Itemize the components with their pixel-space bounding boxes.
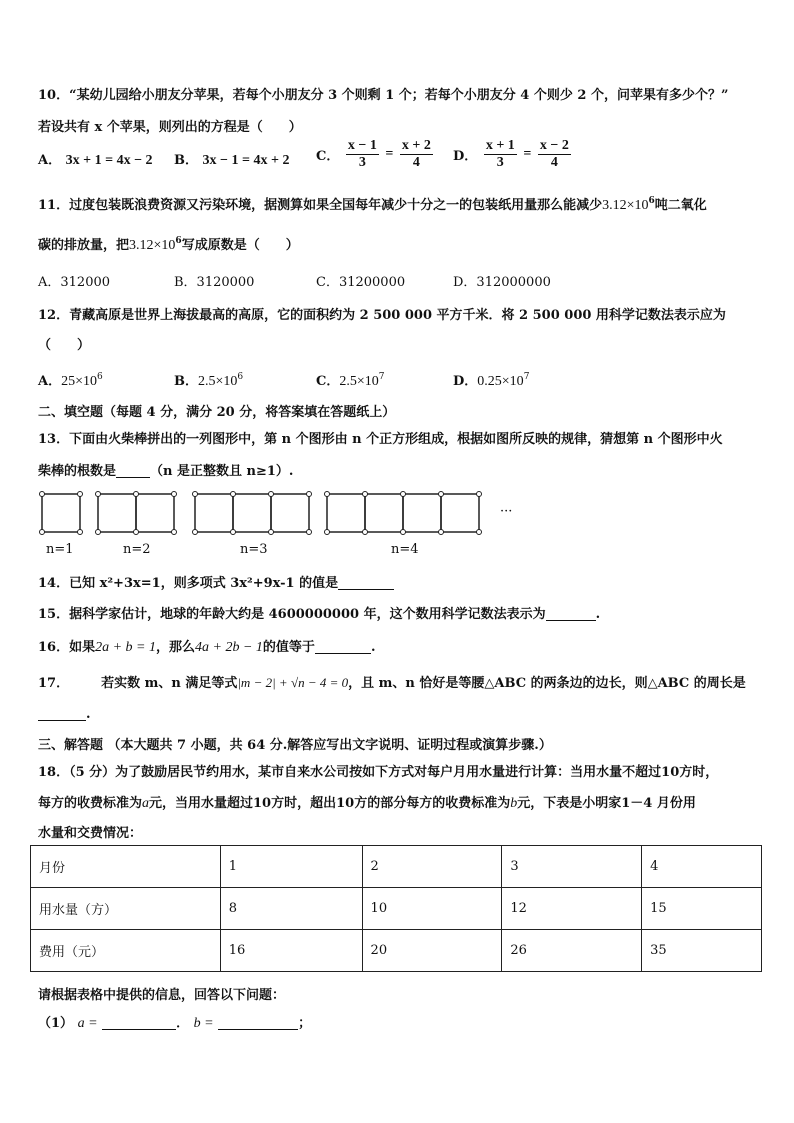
figure-label-n3: n=3 bbox=[240, 542, 268, 557]
text: 写成原数是（ ） bbox=[181, 238, 299, 253]
q13-line1: 13．下面由火柴棒拼出的一列图形中，第 n 个图形由 n 个正方形组成，根据如图所反映的规律，猜想第 n 个图形中火 bbox=[38, 432, 723, 447]
math: |m − 2| + √n − 4 = 0 bbox=[237, 675, 349, 690]
text: 吨二氧化 bbox=[654, 198, 707, 213]
math: 2a + b = 1 bbox=[95, 640, 156, 655]
square-n3-3 bbox=[271, 494, 309, 532]
q11-option-c: C．31200000 bbox=[316, 275, 406, 290]
q10-option-a bbox=[38, 149, 153, 169]
table-cell: 16 bbox=[220, 930, 362, 972]
square-n3-1 bbox=[195, 494, 233, 532]
q10-line1: 10．“某幼儿园给小朋友分苹果，若每个小朋友分 3 个则剩 1 个；若每个小朋友分 4 个则少 2 个，问苹果有多少个？” bbox=[38, 88, 729, 103]
q12-option-c bbox=[316, 370, 385, 390]
q12-option-a bbox=[38, 370, 103, 390]
square-n2-1 bbox=[98, 494, 136, 532]
square-n3-2 bbox=[233, 494, 271, 532]
text: 15．据科学家估计，地球的年龄大约是 4600000000 年，这个数用科学记数法表示为 bbox=[38, 607, 546, 622]
figure-label-n2: n=2 bbox=[123, 542, 151, 557]
q11-option-a: A．312000 bbox=[38, 275, 111, 290]
exponent: 6 bbox=[175, 236, 182, 246]
text: . bbox=[370, 640, 376, 655]
table-cell: 3 bbox=[502, 846, 642, 888]
square-n4-3 bbox=[403, 494, 441, 532]
table-cell: 12 bbox=[502, 888, 642, 930]
table-cell: 4 bbox=[642, 846, 762, 888]
table-header-cell: 月份 bbox=[31, 846, 221, 888]
square-n1 bbox=[42, 494, 80, 532]
square-n4-4 bbox=[441, 494, 479, 532]
exponent: 6 bbox=[97, 372, 103, 382]
table-cell: 35 bbox=[642, 930, 762, 972]
q17-line2 bbox=[38, 706, 91, 722]
option-label: C． bbox=[316, 374, 340, 389]
q11-line1 bbox=[38, 194, 707, 214]
q13-line2 bbox=[38, 460, 293, 479]
answer-blank bbox=[102, 1015, 176, 1030]
q12-option-b bbox=[174, 370, 243, 390]
answer-blank bbox=[218, 1015, 298, 1030]
q18-line1: 18．（5 分）为了鼓励居民节约用水，某市自来水公司按如下方式对每户月用水量进行计算：当用水量不超过10方时， bbox=[38, 765, 719, 780]
section-3-heading: 三、解答题 （本大题共 7 小题，共 64 分.解答应写出文字说明、证明过程或演算步骤.） bbox=[38, 738, 552, 753]
math: 3.12×10 bbox=[129, 238, 176, 253]
exponent: 7 bbox=[523, 372, 530, 382]
equals-sign: = bbox=[385, 146, 394, 162]
q10-option-d bbox=[453, 138, 573, 171]
numerator: x + 1 bbox=[485, 138, 515, 153]
math-var: b bbox=[510, 796, 518, 811]
text: 11．过度包装既浪费资源又污染环境，据测算如果全国每年减少十分之一的包装纸用量那么能减少 bbox=[38, 198, 603, 213]
text: 元，下表是小明家1－4 月份用 bbox=[517, 796, 696, 811]
denominator: 3 bbox=[496, 155, 504, 170]
q18-line3: 水量和交费情况： bbox=[38, 826, 143, 841]
sub-question-label: （1） bbox=[38, 1016, 74, 1031]
math: b = bbox=[193, 1016, 214, 1031]
fraction bbox=[484, 138, 517, 171]
text: ，那么 bbox=[156, 640, 196, 655]
numerator: x − 1 bbox=[347, 138, 377, 153]
section-2-heading: 二、填空题（每题 4 分，满分 20 分，将答案填在答题纸上） bbox=[38, 405, 396, 420]
fraction bbox=[538, 138, 571, 171]
option-label: D． bbox=[453, 149, 478, 164]
math: 0.25×10 bbox=[477, 374, 524, 389]
text: 16．如果 bbox=[38, 640, 96, 655]
q16 bbox=[38, 636, 375, 656]
table-row bbox=[31, 888, 762, 930]
answer-blank bbox=[38, 706, 86, 721]
question-number: 17． bbox=[38, 676, 70, 691]
figure-ellipsis: ··· bbox=[500, 504, 513, 519]
text: 14．已知 x²+3x=1，则多项式 3x²+9x-1 的值是 bbox=[38, 576, 339, 591]
table-cell: 10 bbox=[362, 888, 502, 930]
figure-label-n4: n=4 bbox=[391, 542, 419, 557]
text: 碳的排放量，把 bbox=[38, 238, 130, 253]
q12-line2: （ ） bbox=[38, 338, 91, 353]
square-n4-1 bbox=[327, 494, 365, 532]
q12-option-d bbox=[453, 370, 529, 390]
answer-blank bbox=[315, 639, 371, 654]
q10-line2: 若设共有 x 个苹果，则列出的方程是（ ） bbox=[38, 120, 302, 135]
equals-sign: = bbox=[523, 146, 532, 162]
table-cell: 2 bbox=[362, 846, 502, 888]
q18-sub1 bbox=[38, 1012, 311, 1032]
q14 bbox=[38, 572, 394, 591]
q18-after-table: 请根据表格中提供的信息，回答以下问题： bbox=[38, 988, 286, 1003]
math: 2.5×10 bbox=[198, 374, 238, 389]
q15 bbox=[38, 603, 600, 622]
square-n4-2 bbox=[365, 494, 403, 532]
math: 4a + 2b − 1 bbox=[195, 640, 263, 655]
text: 若实数 m、n 满足等式 bbox=[101, 676, 238, 691]
denominator: 3 bbox=[358, 155, 366, 170]
exponent: 7 bbox=[378, 372, 385, 382]
table-header-cell: 用水量（方） bbox=[31, 888, 221, 930]
table-row bbox=[31, 930, 762, 972]
square-n2-2 bbox=[136, 494, 174, 532]
text: . bbox=[595, 607, 601, 622]
text: （n 是正整数且 n≥1）. bbox=[150, 464, 294, 479]
numerator: x + 2 bbox=[401, 138, 431, 153]
option-label: A． bbox=[38, 153, 62, 168]
option-label: B． bbox=[174, 153, 198, 168]
water-usage-table bbox=[30, 845, 762, 972]
option-math: 3x − 1 = 4x + 2 bbox=[202, 153, 290, 168]
option-label: B． bbox=[174, 374, 198, 389]
q11-line2 bbox=[38, 234, 299, 254]
denominator: 4 bbox=[412, 155, 420, 170]
matchstick-figure bbox=[36, 488, 526, 538]
text: . bbox=[86, 707, 91, 722]
table-cell: 20 bbox=[362, 930, 502, 972]
text: 每方的收费标准为 bbox=[38, 796, 143, 811]
fraction bbox=[400, 138, 433, 171]
math-var: a bbox=[142, 796, 150, 811]
text: ； bbox=[298, 1016, 312, 1031]
q11-option-b: B．3120000 bbox=[174, 275, 255, 290]
option-label: C． bbox=[316, 149, 340, 164]
math: 2.5×10 bbox=[339, 374, 379, 389]
exponent: 6 bbox=[648, 196, 655, 206]
option-math: 3x + 1 = 4x − 2 bbox=[65, 153, 153, 168]
q10-option-b bbox=[174, 149, 289, 169]
numerator: x − 2 bbox=[539, 138, 569, 153]
denominator: 4 bbox=[550, 155, 558, 170]
q10-option-c bbox=[316, 138, 435, 171]
q11-option-d: D．312000000 bbox=[453, 275, 551, 290]
option-label: A． bbox=[38, 374, 62, 389]
text: 柴棒的根数是 bbox=[38, 464, 117, 479]
q18-line2 bbox=[38, 792, 696, 812]
table-cell: 15 bbox=[642, 888, 762, 930]
answer-blank bbox=[546, 606, 596, 621]
table-header-cell: 费用（元） bbox=[31, 930, 221, 972]
table-cell: 1 bbox=[220, 846, 362, 888]
figure-label-n1: n=1 bbox=[46, 542, 74, 557]
text: 的值等于 bbox=[262, 640, 315, 655]
fraction bbox=[346, 138, 379, 171]
text: ． bbox=[176, 1016, 190, 1031]
text: ，且 m、n 恰好是等腰△ABC 的两条边的边长，则△ABC 的周长是 bbox=[348, 676, 746, 691]
option-label: D． bbox=[453, 374, 478, 389]
table-row bbox=[31, 846, 762, 888]
answer-blank bbox=[116, 463, 150, 478]
math: a = bbox=[77, 1016, 98, 1031]
math: 3.12×10 bbox=[602, 198, 649, 213]
exponent: 6 bbox=[237, 372, 244, 382]
math: 25×10 bbox=[61, 374, 97, 389]
q12-line1: 12．青藏高原是世界上海拔最高的高原，它的面积约为 2 500 000 平方千米．将 2 500 000 用科学记数法表示应为 bbox=[38, 308, 726, 323]
text: 元，当用水量超过10方时，超出10方的部分每方的收费标准为 bbox=[149, 796, 511, 811]
table-cell: 8 bbox=[220, 888, 362, 930]
q17-line1 bbox=[38, 672, 746, 691]
answer-blank bbox=[338, 575, 394, 590]
table-cell: 26 bbox=[502, 930, 642, 972]
